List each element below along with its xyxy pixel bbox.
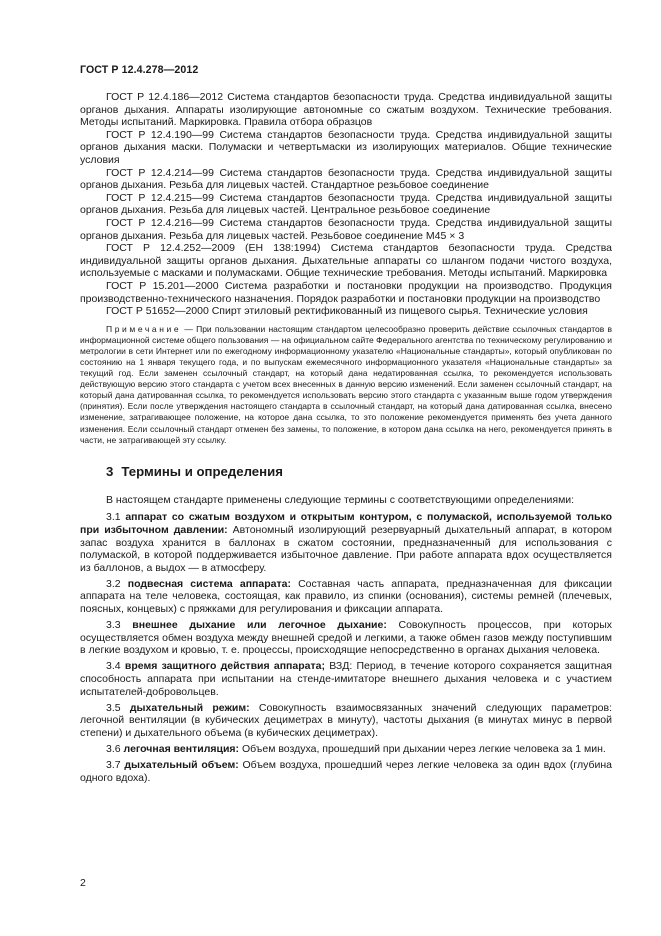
definition-text: Объем воздуха, прошедший через легкие человека за один вдох (глубина одного вдоха). xyxy=(80,759,613,784)
definition-number: 3.7 xyxy=(106,759,121,771)
section-heading xyxy=(80,464,612,479)
reference-item: ГОСТ Р 12.4.252—2009 (ЕН 138:1994) Система стандартов безопасности труда. Средства индивидуальной защиты органов дыхания. Дыхательные аппараты со шлангом подачи чистого воздуха, используемые с масками и полумасками. Общие технические требования. Методы испытаний. Маркировка xyxy=(80,242,612,280)
definition-number: 3.6 xyxy=(106,742,121,755)
definition-text: Составная часть аппарата, предназначенная для фиксации аппарата на теле человека, состоящая, как правило, из спинки (основания), системы ремней (плечевых, поясных, концевых) с пряжками для регулирования и фиксации аппарата. xyxy=(80,577,612,615)
page-number: 2 xyxy=(80,877,86,889)
definition-text: Совокупность процессов, при которых осуществляется обмен воздуха между внешней средой и легкими, а также обмен газов между поступившим в легкие воздухом и кровью, т. е. процессы, происходящие непосредственно в органах дыхания человека. xyxy=(80,619,612,657)
definition-text: Объем воздуха, прошедший при дыхании через легкие человека за 1 мин. xyxy=(239,742,606,755)
document-header: ГОСТ Р 12.4.278—2012 xyxy=(80,64,199,76)
reference-item: ГОСТ Р 51652—2000 Спирт этиловый ректификованный из пищевого сырья. Технические условия xyxy=(106,305,588,318)
definition-number: 3.2 xyxy=(106,577,121,590)
definition-number: 3.3 xyxy=(106,619,121,632)
reference-item: ГОСТ Р 12.4.214—99 Система стандартов безопасности труда. Средства индивидуальной защиты органов дыхания. Резьба для лицевых частей. Стандартное резьбовое соединение xyxy=(80,166,612,192)
note-label: Примечание xyxy=(106,323,182,334)
reference-item: ГОСТ Р 12.4.216—99 Система стандартов безопасности труда. Средства индивидуальной защиты органов дыхания. Резьба для лицевых частей. Резьбовое соединение М45 × 3 xyxy=(80,216,612,242)
definition-number: 3.5 xyxy=(106,701,121,714)
definitions-list xyxy=(80,494,612,784)
definition-term: внешнее дыхание или легочное дыхание: xyxy=(132,619,387,632)
normative-references xyxy=(80,91,612,318)
note-text: — При пользовании настоящим стандартом целесообразно проверить действие ссылочных стандартов в информационной системе общего пользования — на официальном сайте Федерального агентства по техническому регулированию и метрологии в сети Интернет или по ежегодному информационному указателю «Национальные стандарты», который опубликован по состоянию на 1 января текущего года, и по выпускам ежемесячного информационного указателя «Национальные стандарты» за текущий год. Если заменен ссылочный стандарт, на который дана недатированная ссылка, то рекомендуется использовать действующую версию этого стандарта с учетом всех внесенных в данную версию изменений. Если заменен ссылочный стандарт, на который дана датированная ссылка, то рекомендуется использовать версию этого стандарта с указанным выше годом утверждения (принятия). Если после утверждения настоящего стандарта в ссылочный стандарт, на который дана датированная ссылка, внесено изменение, затрагивающее положение, на которое дана ссылка, то это положение рекомендуется применять без учета данного изменения. Если ссылочный стандарт отменен без замены, то положение, в котором дана ссылка на него, рекомендуется принять в части, не затрагивающей эту ссылку. xyxy=(80,323,612,445)
definition-number: 3.4 xyxy=(106,660,121,673)
definition-term: аппарат со сжатым воздухом и открытым контуром, с полумаской, используемой только при избыточном давлении: xyxy=(80,511,612,536)
definition-term: легочная вентиляция: xyxy=(123,742,240,755)
definition-item xyxy=(80,759,612,784)
reference-item: ГОСТ Р 15.201—2000 Система разработки и постановки продукции на производство. Продукция производственно-технического назначения. Порядок разработки и постановки продукции на производство xyxy=(80,279,612,305)
definition-item xyxy=(80,511,612,574)
references-note xyxy=(80,324,612,446)
section-title: Термины и определения xyxy=(121,463,283,479)
definition-term: подвесная система аппарата: xyxy=(127,577,291,590)
definition-item xyxy=(80,660,612,698)
definition-text: Совокупность взаимосвязанных значений следующих параметров: легочной вентиляции (в кубических дециметрах в минуту), частоты дыхания (в минутах минус в первой степени) и дыхательного объема (в кубических дециметрах). xyxy=(80,701,612,739)
definition-text: ВЗД: Период, в течение которого сохраняется защитная способность аппарата при испытании на стенде-имитаторе внешнего дыхания человека и с участием испытателей-добровольцев. xyxy=(80,660,612,698)
reference-item: ГОСТ Р 12.4.190—99 Система стандартов безопасности труда. Средства индивидуальной защиты органов дыхания маски. Полумаски и четвертьмаски из изолирующих материалов. Общие технические условия xyxy=(80,128,612,166)
definition-item xyxy=(80,702,612,740)
definition-item xyxy=(80,619,612,657)
reference-item: ГОСТ Р 12.4.215—99 Система стандартов безопасности труда. Средства индивидуальной защиты органов дыхания. Резьба для лицевых частей. Центральное резьбовое соединение xyxy=(80,191,612,217)
definitions-intro: В настоящем стандарте применены следующие термины с соответствующими определениями: xyxy=(106,493,575,506)
definition-term: дыхательный объем: xyxy=(124,759,239,771)
definition-number: 3.1 xyxy=(106,511,121,524)
definition-text: Автономный изолирующий резервуарный дыхательный аппарат, в котором запас воздуха хранится в баллонах в сжатом состоянии, предназначенный для использования с полумаской, в которой поддерживается избыточное давление. При работе аппарата вдох осуществляется из баллонов, а выдох — в атмосферу. xyxy=(80,523,612,574)
definition-item xyxy=(80,578,612,616)
reference-item: ГОСТ Р 12.4.186—2012 Система стандартов безопасности труда. Средства индивидуальной защиты органов дыхания. Аппараты изолирующие автономные со сжатым воздухом. Технические требования. Методы испытаний. Маркировка. Правила отбора образцов xyxy=(80,91,612,129)
definition-item xyxy=(80,743,612,756)
definition-term: дыхательный режим: xyxy=(129,701,250,714)
document-body xyxy=(80,91,612,788)
section-number: 3 xyxy=(106,463,114,479)
definition-term: время защитного действия аппарата; xyxy=(124,660,325,673)
